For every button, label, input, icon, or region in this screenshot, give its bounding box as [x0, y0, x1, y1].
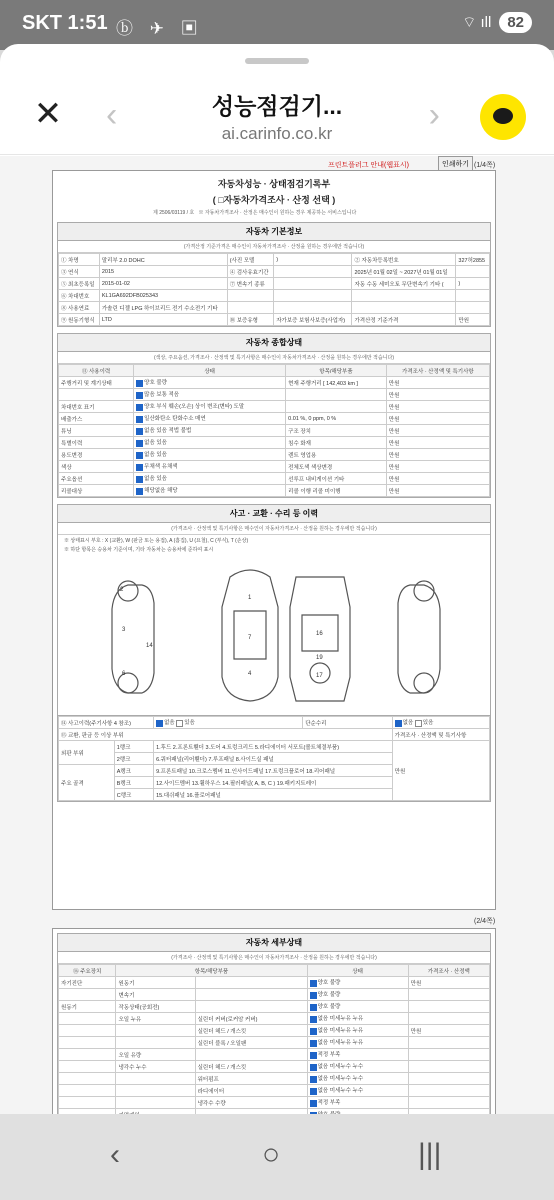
legend-text: ※ 상태표시 부호 : X (교환), W (판금 또는 용접), A (흠집), U (요철), C (부식), T (손상)	[64, 538, 249, 544]
checkbox[interactable]	[310, 992, 317, 999]
checkbox[interactable]	[136, 428, 143, 435]
checkbox[interactable]	[136, 476, 143, 483]
basic-cell: 가격산정 기준가격	[352, 314, 456, 326]
col-header: 항목/해당부품	[116, 965, 307, 977]
basic-info-section	[57, 222, 491, 327]
detail-cell: 실린더 커버(로커암 커버)	[195, 1013, 307, 1025]
basic-row	[59, 254, 490, 266]
overview-cell: 만원	[386, 389, 489, 401]
outer-label: 외판 부위	[59, 741, 115, 765]
detail-cell: 적정 부족	[307, 1049, 408, 1061]
overview-cell: 리콜대상	[59, 485, 134, 497]
basic-row	[59, 302, 490, 314]
rank-items: 6.쿼터패널(리어휀더) 7.루프패널 8.사이드실 패널	[154, 753, 393, 765]
basic-cell	[456, 302, 490, 314]
detail-cell: 자기진단	[59, 977, 116, 989]
section-header: 자동차 종합상태	[58, 334, 490, 352]
detail-cell: 양호 불량	[307, 977, 408, 989]
detail-cell: 실린더 블록 / 오일팬	[195, 1037, 307, 1049]
basic-cell: 2025년 01월 02일 ~ 2027년 01월 01일	[352, 266, 456, 278]
detail-cell: 오일 유량	[116, 1049, 195, 1061]
basic-cell: 가솔린 디젤 LPG 하이브리드 전기 수소전기 기타	[99, 302, 227, 314]
detail-cell	[408, 1073, 489, 1085]
rank-items: 15.대쉬패널 16.플로어패널	[154, 789, 393, 801]
basic-cell: ⑧ 사용연료	[59, 302, 100, 314]
col-header: ⑯ 주요장치	[59, 965, 116, 977]
detail-row	[59, 1061, 490, 1073]
detail-cell: 없음 미세누유 누유	[307, 1025, 408, 1037]
basic-cell	[274, 266, 352, 278]
detail-cell: 없음 미세누수 누수	[307, 1085, 408, 1097]
price-col-label: 가격조사 · 산정액 및 특기사항	[392, 729, 489, 741]
detail-cell: 없음 미세누수 누수	[307, 1073, 408, 1085]
checkbox[interactable]	[415, 720, 422, 727]
detail-cell: 냉각수 수량	[195, 1097, 307, 1109]
basic-cell: )	[456, 278, 490, 290]
overview-row	[59, 485, 490, 497]
report-subtitle: ( □자동차가격조사 · 산정 선택 )	[212, 195, 336, 205]
main-frame-label: 주요 골격	[59, 765, 115, 801]
detail-row	[59, 989, 490, 1001]
detail-cell: 작동상태(공회전)	[116, 1001, 195, 1013]
detail-cell	[195, 977, 307, 989]
overview-cell: 만원	[386, 401, 489, 413]
overview-cell: 만원	[386, 473, 489, 485]
checkbox[interactable]	[395, 720, 402, 727]
overview-table	[58, 364, 490, 497]
checkbox[interactable]	[136, 440, 143, 447]
checkbox[interactable]	[310, 1088, 317, 1095]
detail-cell	[195, 1049, 307, 1061]
overview-row	[59, 437, 490, 449]
page-title: 성능점검기...	[211, 93, 343, 119]
back-nav-icon[interactable]: ‹	[110, 1138, 120, 1171]
basic-row	[59, 278, 490, 290]
detail-row	[59, 1037, 490, 1049]
detail-cell	[59, 1037, 116, 1049]
panel-label-3: 3	[122, 627, 126, 633]
col-header: 상태	[134, 365, 286, 377]
exchange-section	[57, 715, 491, 802]
basic-cell	[274, 290, 352, 302]
exchange-label: ⑮ 교환, 판금 등 이상 부위	[59, 729, 393, 741]
divider	[0, 154, 554, 155]
detail-cell	[116, 1037, 195, 1049]
checkbox[interactable]	[136, 464, 143, 471]
detail-cell	[408, 1013, 489, 1025]
detail-row	[59, 977, 490, 989]
rank-label: 1랭크	[114, 741, 153, 753]
overview-cell: 리콜 이행 리콜 미이행	[286, 485, 387, 497]
page-number: (1/4쪽)	[474, 162, 496, 169]
option-label: 없음	[402, 720, 414, 727]
section-note: (가격조사 · 산정액 및 특기사항은 매수인이 자동차가격조사 · 산정을 원하는 경우에만 적습니다)	[58, 523, 490, 535]
basic-cell	[227, 302, 273, 314]
detail-cell	[408, 1097, 489, 1109]
basic-cell	[227, 290, 273, 302]
overview-row	[59, 401, 490, 413]
overview-cell: 없음 있음	[134, 437, 286, 449]
col-header: 가격조사 · 산정액	[408, 965, 489, 977]
battery-badge: 82	[499, 12, 532, 33]
detail-cell	[59, 1061, 116, 1073]
detail-cell: 실린더 헤드 / 개스킷	[195, 1025, 307, 1037]
detail-cell: 양호 불량	[307, 989, 408, 1001]
overview-cell: 없음 있음	[134, 449, 286, 461]
detail-cell	[59, 989, 116, 1001]
rank-items: 9.프론트패널 10.크로스멤버 11.인사이드패널 17.트렁크플로어 18.리어패널	[154, 765, 393, 777]
detail-cell	[116, 1073, 195, 1085]
report-title: 자동차성능 · 상태점검기록부	[217, 179, 331, 189]
col-header: 항목/해당부품	[286, 365, 387, 377]
option-label: 없음	[164, 720, 175, 727]
detail-cell: 실린더 헤드 / 개스킷	[195, 1061, 307, 1073]
detail-row	[59, 1049, 490, 1061]
detail-cell	[195, 989, 307, 1001]
basic-row	[59, 314, 490, 326]
overview-cell: 만원	[386, 377, 489, 389]
detail-cell	[59, 1097, 116, 1109]
simple-repair-label: 단순수리	[303, 717, 392, 729]
detail-cell: 없음 미세누유 누유	[307, 1013, 408, 1025]
col-header: ⑪ 사용이력	[59, 365, 134, 377]
basic-cell: LTD	[99, 314, 227, 326]
overview-cell: 만원	[386, 485, 489, 497]
page-domain: ai.carinfo.co.kr	[221, 124, 333, 143]
col-header: 상태	[307, 965, 408, 977]
overview-cell: 선루프 내비게이션 기타	[286, 473, 387, 485]
overview-cell: 없음 있음 적법 불법	[134, 425, 286, 437]
basic-cell	[456, 266, 490, 278]
detail-row	[59, 1073, 490, 1085]
rank-label: B랭크	[114, 777, 153, 789]
detail-cell: 변속기	[116, 989, 195, 1001]
detail-cell	[408, 1085, 489, 1097]
detail-cell: 적정 부족	[307, 1097, 408, 1109]
overview-cell: 전체도색 색상변경	[286, 461, 387, 473]
basic-cell: )	[274, 254, 352, 266]
panel-label-14: 14	[146, 643, 153, 649]
checkbox[interactable]	[310, 1028, 317, 1035]
rank-label: A랭크	[114, 765, 153, 777]
basic-cell	[352, 302, 456, 314]
detail-cell	[59, 1073, 116, 1085]
report-number: 제 2506/03119 / 호	[153, 210, 195, 216]
print-plugin-link[interactable]: 프린트플러그 안내(웹표시)	[328, 162, 409, 169]
notification-icons: ⓑ ✈ ▣	[116, 19, 204, 38]
basic-row	[59, 290, 490, 302]
overview-row	[59, 449, 490, 461]
overview-cell	[286, 401, 387, 413]
checkbox[interactable]	[156, 720, 163, 727]
overview-cell: 만원	[386, 413, 489, 425]
section-note: (색상, 주요옵션, 가격조사 · 산정액 및 특기사항은 매수인이 자동차가격조사 · 산정을 원하는 경우에만 적습니다)	[58, 352, 490, 364]
overview-cell: 구조 장치	[286, 425, 387, 437]
status-bar	[0, 0, 554, 50]
checkbox[interactable]	[136, 392, 143, 399]
overview-row	[59, 389, 490, 401]
checkbox[interactable]	[310, 1004, 317, 1011]
accident-history-label: ⑭ 사고이력(주기사항 4 참조)	[59, 717, 154, 729]
checkbox[interactable]	[310, 1052, 317, 1059]
overview-row	[59, 461, 490, 473]
checkbox[interactable]	[310, 1064, 317, 1071]
checkbox[interactable]	[176, 720, 183, 727]
detail-cell: 라디에이터	[195, 1085, 307, 1097]
basic-cell: ⑤ 최초등록일	[59, 278, 100, 290]
overview-section	[57, 333, 491, 498]
detail-cell: 없음 미세누수 누수	[307, 1061, 408, 1073]
rank-items: 1.후드 2.프론트휀더 3.도어 4.트렁크리드 5.라디에이터 서포트(볼트체결부품)	[154, 741, 393, 753]
overview-cell: 차대번호 표기	[59, 401, 134, 413]
forward-chevron-icon[interactable]: ›	[428, 96, 440, 134]
overview-cell: 튜닝	[59, 425, 134, 437]
system-nav-bar	[0, 1114, 554, 1200]
overview-cell: 특별이력	[59, 437, 134, 449]
legend-text-2: ※ 하단 항목은 승용차 기준이며, 기타 자동차는 승용차에 준하여 표시	[64, 547, 214, 553]
detail-row	[59, 1085, 490, 1097]
basic-cell: 자가보증 보험사보증(사업자)	[274, 314, 352, 326]
detail-cell	[195, 1001, 307, 1013]
detail-cell: 원동기	[59, 1001, 116, 1013]
overview-cell: 없음 있음	[134, 473, 286, 485]
detail-cell	[116, 1025, 195, 1037]
detail-cell	[59, 1085, 116, 1097]
section-note: (가격산정 기준가격은 매수인이 자동차가격조사 · 산정을 원하는 경우에만 적습니다)	[58, 241, 490, 253]
basic-cell	[274, 302, 352, 314]
detail-row	[59, 1025, 490, 1037]
overview-cell	[59, 389, 134, 401]
overview-cell: 용도변경	[59, 449, 134, 461]
browser-sheet	[0, 44, 554, 1114]
section-header: 자동차 세부상태	[58, 934, 490, 952]
checkbox[interactable]	[136, 488, 143, 495]
basic-cell: 말리부 2.0 DOHC	[99, 254, 227, 266]
sheet-grabber[interactable]	[245, 58, 309, 64]
detail-cell: 원동기	[116, 977, 195, 989]
overview-cell: 주요옵션	[59, 473, 134, 485]
overview-cell: 양호 불량	[134, 377, 286, 389]
overview-cell: 주행거리 및 계기상태	[59, 377, 134, 389]
checkbox[interactable]	[136, 416, 143, 423]
panel-label-6: 6	[122, 671, 126, 677]
detail-cell	[116, 1085, 195, 1097]
report-page-1	[52, 170, 496, 910]
overview-cell: 만원	[386, 449, 489, 461]
panel-label-7: 7	[248, 635, 252, 641]
section-note: (가격조사 · 산정액 및 특기사항은 매수인이 자동차가격조사 · 산정을 원하는 경우에만 적습니다)	[58, 952, 490, 964]
section-header: 사고 · 교환 · 수리 등 이력	[58, 505, 490, 523]
col-header: 가격조사 · 산정액 및 특기사항	[386, 365, 489, 377]
detail-cell: 냉각수 누수	[116, 1061, 195, 1073]
basic-info-table	[58, 253, 490, 326]
panel-label-19: 19	[316, 655, 323, 661]
basic-cell: ⑩ 보증유형	[227, 314, 273, 326]
car-diagram	[57, 555, 491, 715]
page-number-2: (2/4쪽)	[474, 918, 496, 925]
exchange-table	[58, 716, 490, 801]
detail-cell	[59, 1025, 116, 1037]
overview-row	[59, 413, 490, 425]
overview-cell: 만원	[386, 461, 489, 473]
basic-cell: 만원	[456, 314, 490, 326]
checkbox[interactable]	[136, 452, 143, 459]
basic-cell: (사진 모델	[227, 254, 273, 266]
detail-cell	[116, 1097, 195, 1109]
rank-label: 2랭크	[114, 753, 153, 765]
accident-section	[57, 504, 491, 555]
detail-cell	[408, 1001, 489, 1013]
overview-cell: 0.01 %, 0 ppm, 0 %	[286, 413, 387, 425]
rank-items: 12.사이드멤버 13.휠하우스 14.필러패널( A, B, C ) 19.패키지트레이	[154, 777, 393, 789]
detail-cell	[408, 1037, 489, 1049]
overview-cell: 렌트 영업용	[286, 449, 387, 461]
basic-cell: KL1GA692DFB025343	[99, 290, 227, 302]
checkbox[interactable]	[310, 1040, 317, 1047]
overview-row	[59, 473, 490, 485]
basic-cell: ⑥ 차대번호	[59, 290, 100, 302]
basic-cell: 자동 수동 세미오토 무단변속기 기타 (	[352, 278, 456, 290]
detail-cell: 만원	[408, 977, 489, 989]
basic-cell: ⑦ 변속기 종류	[227, 278, 273, 290]
checkbox[interactable]	[310, 980, 317, 987]
checkbox[interactable]	[136, 380, 143, 387]
section-header: 자동차 기본정보	[58, 223, 490, 241]
recents-nav-icon[interactable]: |||	[418, 1138, 442, 1171]
panel-label-1: 1	[248, 595, 252, 601]
detail-cell: 오일 누유	[116, 1013, 195, 1025]
detail-cell	[408, 989, 489, 1001]
basic-cell: ② 자동차등록번호	[352, 254, 456, 266]
overview-cell: 만원	[386, 425, 489, 437]
basic-cell: 2015-01-02	[99, 278, 227, 290]
checkbox[interactable]	[310, 1100, 317, 1107]
kakao-chat-icon[interactable]	[480, 94, 526, 140]
basic-row	[59, 266, 490, 278]
wifi-signal-icon: ⌔ ıll	[462, 14, 492, 31]
overview-cell	[286, 389, 387, 401]
overview-cell: 현재 주행거리 [ 142,403 km ]	[286, 377, 387, 389]
panel-label-16: 16	[316, 631, 323, 637]
detail-cell	[408, 1061, 489, 1073]
overview-cell: 무채색 유채색	[134, 461, 286, 473]
detail-cell: 만원	[408, 1025, 489, 1037]
overview-cell: 배출가스	[59, 413, 134, 425]
price-value: 만원	[392, 741, 489, 801]
checkbox[interactable]	[310, 1076, 317, 1083]
print-button[interactable]: 인쇄하기	[438, 156, 473, 172]
overview-cell: 해당없음 해당	[134, 485, 286, 497]
basic-cell: 2015	[99, 266, 227, 278]
close-icon[interactable]: ✕	[33, 95, 63, 133]
detail-row	[59, 1097, 490, 1109]
overview-row	[59, 425, 490, 437]
overview-cell: 양호 부식 훼손(오손) 상이 변조(변타) 도말	[134, 401, 286, 413]
basic-cell	[456, 290, 490, 302]
overview-cell: 침수 화재	[286, 437, 387, 449]
status-time: SKT 1:51	[22, 12, 108, 34]
basic-cell: ⑨ 원동기형식	[59, 314, 100, 326]
option-label: 있음	[184, 720, 195, 727]
detail-cell	[408, 1049, 489, 1061]
overview-cell: 색상	[59, 461, 134, 473]
basic-cell	[274, 278, 352, 290]
detail-row	[59, 1001, 490, 1013]
home-nav-icon[interactable]: ○	[262, 1138, 281, 1171]
detail-cell	[59, 1013, 116, 1025]
checkbox[interactable]	[136, 404, 143, 411]
report-note: ※ 자동차가격조사 · 산정은 매수인이 원하는 경우 제공하는 서비스입니다	[198, 210, 357, 216]
status-right	[462, 12, 532, 33]
detail-row	[59, 1013, 490, 1025]
car-outline-diagram	[58, 555, 494, 715]
basic-cell: ④ 검사유효기간	[227, 266, 273, 278]
overview-cell: 만원	[386, 437, 489, 449]
overview-cell: 일산화탄소 탄화수소 매연	[134, 413, 286, 425]
option-label: 있음	[422, 720, 434, 727]
panel-label-17: 17	[316, 673, 323, 679]
detail-cell: 양호 불량	[307, 1001, 408, 1013]
report-page-2	[52, 928, 496, 1118]
overview-cell: 많음 보통 적음	[134, 389, 286, 401]
detail-cell: 없음 미세누유 누유	[307, 1037, 408, 1049]
basic-cell: ③ 연식	[59, 266, 100, 278]
document-viewer[interactable]	[0, 156, 554, 1114]
overview-row	[59, 377, 490, 389]
rank-label: C랭크	[114, 789, 153, 801]
basic-cell: ① 차명	[59, 254, 100, 266]
basic-cell: 327허2855	[456, 254, 490, 266]
panel-label-4: 4	[248, 671, 252, 677]
detail-cell	[59, 1049, 116, 1061]
detail-cell: 워터펌프	[195, 1073, 307, 1085]
basic-cell	[352, 290, 456, 302]
back-chevron-icon[interactable]: ‹	[106, 96, 118, 134]
panel-label-2: 2	[120, 587, 124, 593]
checkbox[interactable]	[310, 1016, 317, 1023]
